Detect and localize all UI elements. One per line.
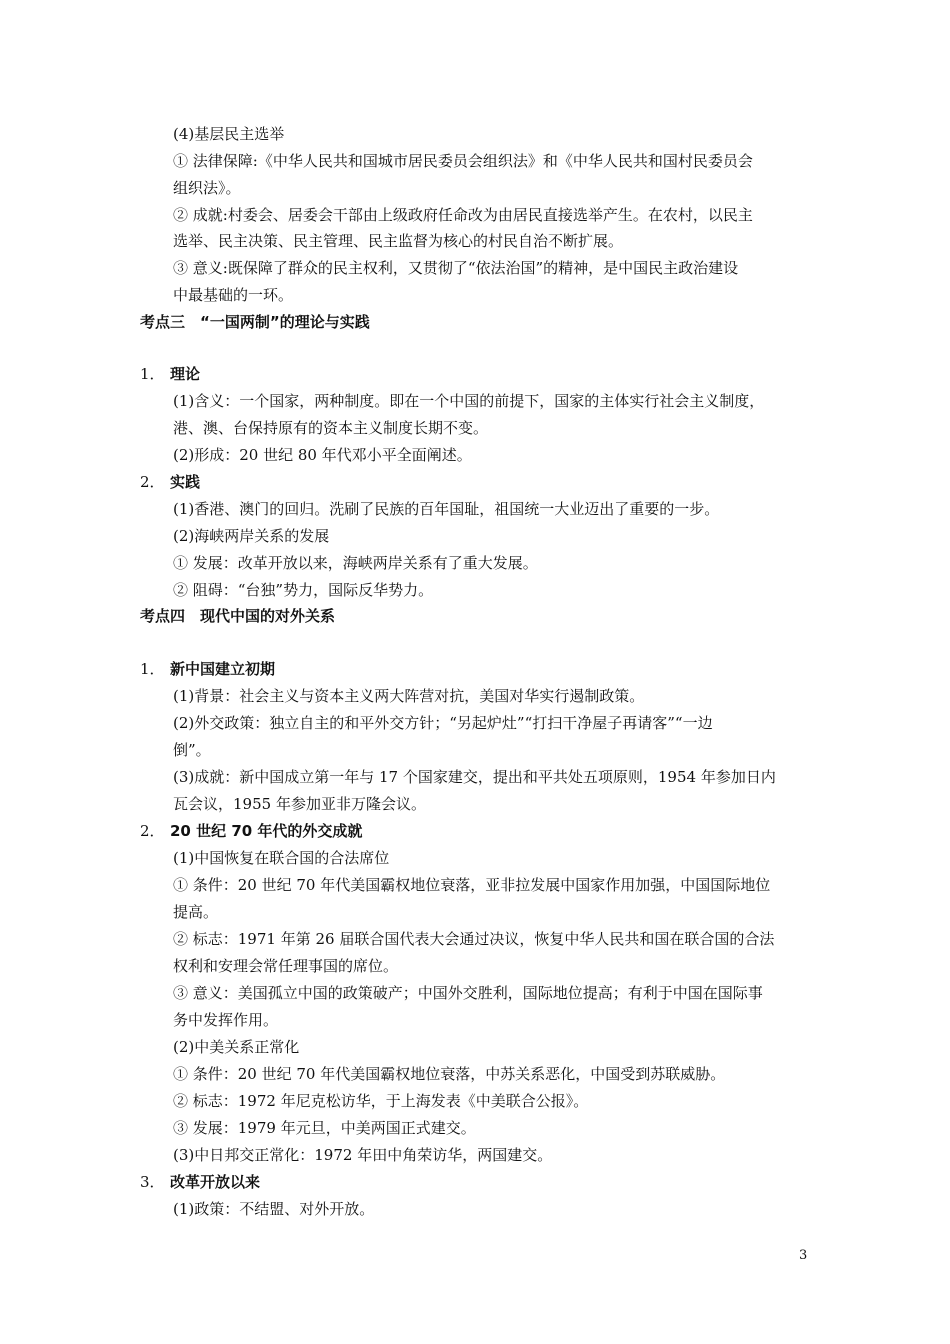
heading-number: 1． [140,365,165,383]
section-heading: 考点三 “一国两制”的理论与实践 [140,313,370,331]
text-line: 务中发挥作用。 [173,1011,279,1029]
text-line: ③ 发展：1979 年元旦，中美两国正式建交。 [173,1119,476,1137]
text-line: ① 法律保障:《中华人民共和国城市居民委员会组织法》和《中华人民共和国村民委员会 [173,152,753,170]
text-line: ① 条件：20 世纪 70 年代美国霸权地位衰落，中苏关系恶化，中国受到苏联威胁。 [173,1065,726,1083]
text-line: 瓦会议，1955 年参加亚非万隆会议。 [173,795,426,813]
heading-title: 新中国建立初期 [170,660,276,678]
text-line: ③ 意义：美国孤立中国的政策破产；中国外交胜利，国际地位提高；有利于中国在国际事 [173,984,763,1002]
text-line: 组织法》。 [173,179,241,197]
text-line: (2)形成：20 世纪 80 年代邓小平全面阐述。 [173,446,472,464]
heading-number: 2． [140,822,165,840]
numbered-heading [140,472,200,492]
heading-title: 实践 [170,473,201,491]
text-line: ② 成就:村委会、居委会干部由上级政府任命改为由居民直接选举产生。在农村，以民主 [173,206,753,224]
text-line: ① 发展：改革开放以来，海峡两岸关系有了重大发展。 [173,554,538,572]
heading-number: 1． [140,660,165,678]
text-line: (4)基层民主选举 [173,125,285,143]
text-line: (1)背景：社会主义与资本主义两大阵营对抗，美国对华实行遏制政策。 [173,687,645,705]
text-line: ② 标志：1971 年第 26 届联合国代表大会通过决议，恢复中华人民共和国在联合国的合法 [173,930,775,948]
text-line: (1)香港、澳门的回归。洗刷了民族的百年国耻，祖国统一大业迈出了重要的一步。 [173,500,720,518]
numbered-heading [140,364,200,384]
numbered-heading [140,659,275,679]
heading-title: 理论 [170,365,201,383]
text-line: (2)海峡两岸关系的发展 [173,527,330,545]
numbered-heading [140,1172,260,1192]
text-line: ② 标志：1972 年尼克松访华，于上海发表《中美联合公报》。 [173,1092,589,1110]
heading-title: 改革开放以来 [170,1173,261,1191]
heading-number: 2． [140,473,165,491]
text-line: ① 条件：20 世纪 70 年代美国霸权地位衰落，亚非拉发展中国家作用加强，中国国际地位 [173,876,771,894]
text-line: (2)外交政策：独立自主的和平外交方针；“另起炉灶”“打扫干净屋子再请客”“一边 [173,714,713,732]
text-line: 提高。 [173,903,219,921]
numbered-heading [140,821,362,841]
page-number: 3 [799,1248,808,1263]
text-line: (3)成就：新中国成立第一年与 17 个国家建交，提出和平共处五项原则，1954 年参加日内 [173,768,776,786]
text-line: 权利和安理会常任理事国的席位。 [173,957,399,975]
text-line: 中最基础的一环。 [173,286,294,304]
text-line: 倒”。 [173,741,211,759]
text-line: (1)政策：不结盟、对外开放。 [173,1200,375,1218]
section-heading: 考点四 现代中国的对外关系 [140,607,336,625]
text-line: ② 阻碍：“台独”势力，国际反华势力。 [173,581,434,599]
text-line: (2)中美关系正常化 [173,1038,300,1056]
heading-title: 20 世纪 70 年代的外交成就 [170,822,363,840]
heading-number: 3． [140,1173,165,1191]
text-line: (1)含义：一个国家，两种制度。即在一个中国的前提下，国家的主体实行社会主义制度， [173,392,765,410]
text-line: (1)中国恢复在联合国的合法席位 [173,849,390,867]
text-line: 港、澳、台保持原有的资本主义制度长期不变。 [173,419,489,437]
text-line: ③ 意义:既保障了群众的民主权利，又贯彻了“依法治国”的精神，是中国民主政治建设 [173,259,739,277]
text-line: 选举、民主决策、民主管理、民主监督为核心的村民自治不断扩展。 [173,232,624,250]
text-line: (3)中日邦交正常化：1972 年田中角荣访华，两国建交。 [173,1146,553,1164]
